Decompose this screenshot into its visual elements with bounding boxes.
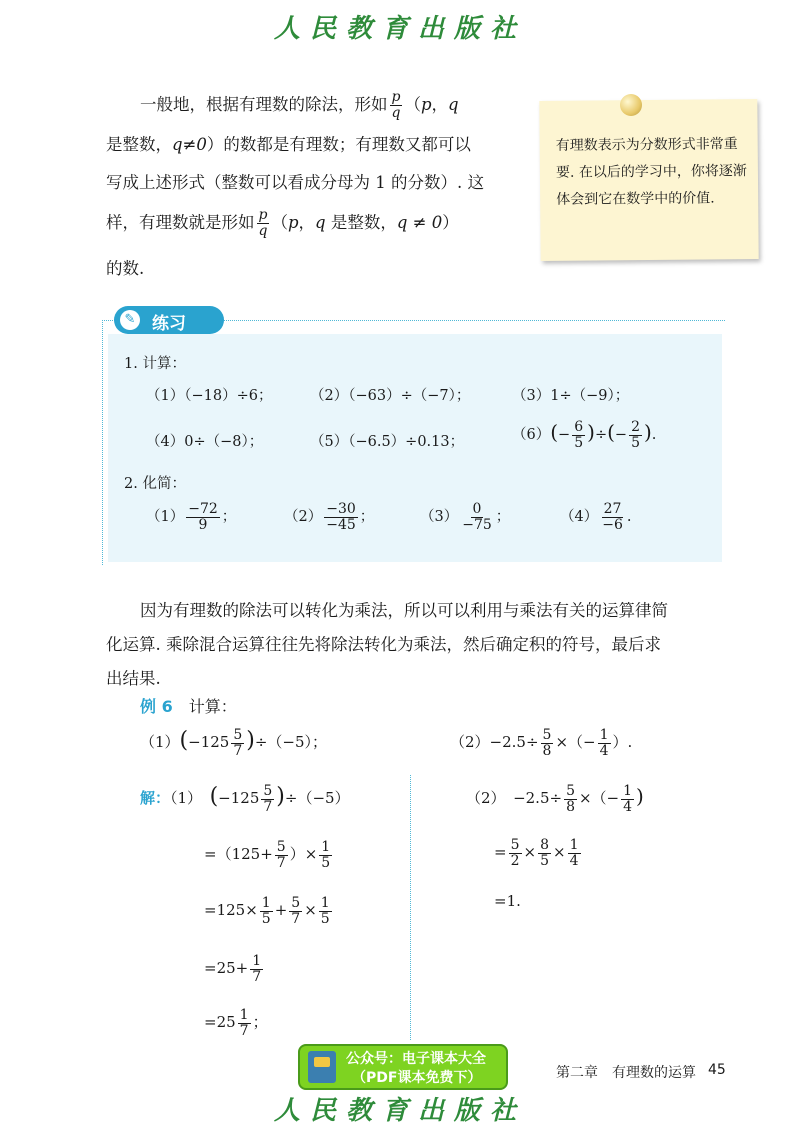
practice-q1-item-6: （6）(− $\frac{6}{5}$ )÷(− $\frac{2}{5}$ ). xyxy=(512,419,657,451)
numerator: p xyxy=(258,207,268,224)
expr-tail: ÷（−5）； xyxy=(254,733,328,752)
intro-text: 一般地，根据有理数的除法，形如 xyxy=(140,95,388,114)
practice-q2-title: 2. 化简： xyxy=(124,476,186,492)
item-label: （3） xyxy=(420,509,459,526)
fraction xyxy=(629,420,642,450)
example-title: 计算： xyxy=(188,697,237,716)
expr-mid: ×（− xyxy=(555,733,596,752)
intro-line-5: 的数. xyxy=(106,259,145,278)
intro-text: 是整数， xyxy=(325,213,397,232)
numerator: 8 xyxy=(540,837,549,853)
solution-1-line-4 xyxy=(204,954,265,984)
publisher-footer: 人民教育出版社 xyxy=(273,1096,526,1126)
var-q: q xyxy=(315,213,326,232)
numerator: 2 xyxy=(631,419,640,435)
fraction xyxy=(564,784,577,814)
practice-q1-title: 1. 计算： xyxy=(124,356,186,372)
denominator: 7 xyxy=(252,968,262,985)
solution-label: 解： xyxy=(140,789,171,808)
expr-part: ）× xyxy=(289,845,318,864)
intro-line-4 xyxy=(106,204,526,242)
intro-line-3: 写成上述形式（整数可以看成分母为 1 的分数）. 这 xyxy=(106,173,484,192)
fraction xyxy=(509,838,522,868)
side-note xyxy=(539,99,758,261)
denominator: −6 xyxy=(602,516,623,533)
fraction xyxy=(541,728,554,758)
intro-text: ）的数都是有理数；有理数又都可以 xyxy=(206,135,471,154)
practice-q1-item: （4）0÷（−8）； xyxy=(146,434,264,450)
numerator: 5 xyxy=(542,727,552,743)
var-q: q xyxy=(448,95,459,114)
fraction xyxy=(275,840,288,870)
practice-q1-item: （1）（−18）÷6； xyxy=(146,388,273,404)
expr-part: = xyxy=(494,843,507,862)
item-label: （1） xyxy=(170,789,195,808)
intro-text: 样，有理数就是形如 xyxy=(106,213,255,232)
intro-condition: q≠0 xyxy=(172,135,207,154)
solution-2-line-1: （2） −2.5÷ $\frac{5}{8}$ ×（− $\frac{1}{4}$ ) xyxy=(466,783,644,815)
solution-divider xyxy=(410,775,411,1040)
numerator: 1 xyxy=(320,895,330,911)
expr-tail: ）. xyxy=(612,733,633,752)
practice-q2-item xyxy=(284,502,374,532)
item-label: （4） xyxy=(560,509,599,526)
fraction xyxy=(319,896,332,926)
mixed-whole: −125 xyxy=(218,789,260,808)
intro-condition: q ≠ 0 xyxy=(396,213,443,232)
numerator: 1 xyxy=(599,727,609,743)
intro-text: ， xyxy=(298,213,316,232)
fraction xyxy=(289,896,302,926)
denominator: 5 xyxy=(631,434,640,451)
item-end: ； xyxy=(495,509,511,526)
fraction-p-over-q xyxy=(257,208,270,238)
denominator: 4 xyxy=(569,852,579,869)
side-note-text: 有理数表示为分数形式非常重要. 在以后的学习中，你将逐渐体会到它在数学中的价值. xyxy=(555,136,747,208)
denominator: 7 xyxy=(233,742,243,759)
numerator: 1 xyxy=(252,953,262,969)
denominator: 7 xyxy=(263,798,273,815)
denominator: 5 xyxy=(320,910,330,927)
expr-part: =（125+ xyxy=(204,845,273,864)
solution-1-line-5 xyxy=(204,1008,268,1038)
page-number: 45 xyxy=(708,1062,726,1078)
fraction xyxy=(572,420,585,450)
intro-text: 是整数， xyxy=(106,135,172,154)
denominator: 5 xyxy=(321,854,331,871)
fraction xyxy=(538,838,551,868)
item-label: （2） xyxy=(450,733,490,752)
denominator: 7 xyxy=(276,854,286,871)
denominator: −45 xyxy=(326,516,356,533)
intro-line-1 xyxy=(140,86,520,124)
numerator: 1 xyxy=(569,837,579,853)
numerator: 1 xyxy=(239,1007,249,1023)
expr-part: × xyxy=(304,901,317,920)
intro-text: （ xyxy=(271,213,288,232)
expr-part: =25 xyxy=(204,1013,236,1032)
expr-tail: ÷（−5） xyxy=(284,789,350,808)
example-label: 例 6 xyxy=(140,697,173,716)
denominator: 5 xyxy=(261,910,271,927)
watermark-badge xyxy=(298,1044,508,1090)
denominator: −75 xyxy=(462,516,492,533)
fraction xyxy=(186,502,220,532)
solution-1-line-1: 解：（1） (−125 $\frac{5}{7}$ )÷（−5） xyxy=(140,783,350,815)
var-p: p xyxy=(287,213,299,232)
practice-label: 练习 xyxy=(152,314,186,334)
denominator: q xyxy=(258,223,268,239)
numerator: p xyxy=(391,89,401,106)
denominator: 7 xyxy=(291,910,301,927)
numerator: 6 xyxy=(574,419,584,435)
numerator: 5 xyxy=(291,895,301,911)
item-label: （6） xyxy=(512,427,551,444)
fraction xyxy=(460,502,494,532)
body-line-3: 出结果. xyxy=(106,669,161,688)
item-end: ； xyxy=(221,509,237,526)
mixed-whole: −125 xyxy=(188,733,230,752)
practice-badge xyxy=(114,306,224,334)
intro-text: ） xyxy=(442,213,459,232)
fraction xyxy=(261,784,274,814)
chapter-title: 第二章 有理数的运算 xyxy=(556,1065,696,1081)
intro-text: （ xyxy=(404,95,421,114)
denominator: 8 xyxy=(542,742,552,759)
example-part-2 xyxy=(450,728,632,758)
numerator: 27 xyxy=(603,501,622,517)
fraction xyxy=(260,896,273,926)
example-part-1: （1）(−125 $\frac{5}{7}$ )÷（−5）； xyxy=(140,727,328,759)
solution-1-line-3 xyxy=(204,896,334,926)
denominator: 9 xyxy=(198,516,208,533)
numerator: 5 xyxy=(233,727,243,743)
practice-q1-item: （5）（−6.5）÷0.13； xyxy=(310,434,465,450)
denominator: 4 xyxy=(599,742,609,759)
expr-part: =125× xyxy=(204,901,258,920)
numerator: 1 xyxy=(321,839,331,855)
solution-1-line-2 xyxy=(204,840,334,870)
body-line-1: 因为有理数的除法可以转化为乘法，所以可以利用与乘法有关的运算律简 xyxy=(140,601,668,620)
expr-mid: ×（− xyxy=(578,789,620,808)
item-label: （2） xyxy=(466,789,499,808)
expr-part: × xyxy=(523,843,537,862)
publisher-header: 人民教育出版社 xyxy=(273,14,526,44)
item-label: （1） xyxy=(146,509,185,526)
var-p: p xyxy=(420,95,432,114)
book-icon xyxy=(308,1051,336,1083)
practice-q2-item xyxy=(560,502,631,532)
fraction xyxy=(568,838,581,868)
numerator: −72 xyxy=(188,501,218,517)
fraction xyxy=(598,728,611,758)
item-label: （1） xyxy=(140,733,180,752)
fraction xyxy=(319,840,332,870)
practice-q1-item: （2）（−63）÷（−7）； xyxy=(310,388,471,404)
denominator: 7 xyxy=(239,1022,249,1039)
numerator: 1 xyxy=(261,895,271,911)
practice-q2-item xyxy=(420,502,510,532)
expr-head: −2.5÷ xyxy=(489,733,539,752)
numerator: 1 xyxy=(623,783,633,799)
fraction xyxy=(250,954,263,984)
expr-part: × xyxy=(553,843,566,862)
intro-line-2 xyxy=(106,126,526,164)
denominator: 5 xyxy=(540,852,549,869)
item-label: （2） xyxy=(284,509,323,526)
numerator: 5 xyxy=(510,837,520,853)
numerator: −30 xyxy=(326,501,356,517)
numerator: 5 xyxy=(263,783,273,799)
denominator: q xyxy=(391,105,401,121)
item-end: . xyxy=(626,509,632,526)
expr-head: −2.5÷ xyxy=(513,789,563,808)
practice-q2-item xyxy=(146,502,236,532)
denominator: 5 xyxy=(574,434,584,451)
expr-part: =25+ xyxy=(204,959,249,978)
fraction xyxy=(324,502,358,532)
body-line-2: 化运算. 乘除混合运算往往先将除法转化为乘法，然后确定积的符号，最后求 xyxy=(106,635,661,654)
fraction xyxy=(238,1008,251,1038)
fraction xyxy=(621,784,634,814)
fraction-p-over-q xyxy=(390,90,403,120)
numerator: 0 xyxy=(472,501,482,517)
intro-text: ， xyxy=(431,95,449,114)
fraction xyxy=(231,728,244,758)
numerator: 5 xyxy=(276,839,286,855)
solution-2-line-3: =1. xyxy=(494,892,521,910)
numerator: 5 xyxy=(566,783,575,799)
practice-q1-item: （3）1÷（−9）； xyxy=(512,388,630,404)
expr-part: ； xyxy=(252,1013,268,1032)
pencil-icon: ✎ xyxy=(120,310,140,330)
item-end: ； xyxy=(359,509,375,526)
solution-2-line-2 xyxy=(494,838,583,868)
denominator: 2 xyxy=(510,852,520,869)
denominator: 4 xyxy=(623,798,633,815)
expr-part: + xyxy=(274,901,288,920)
denominator: 8 xyxy=(566,798,575,815)
watermark-line-1: 公众号：电子课本大全 xyxy=(346,1051,486,1067)
watermark-line-2: （PDF课本免费下） xyxy=(352,1070,482,1086)
fraction xyxy=(600,502,625,532)
pin-icon xyxy=(620,94,642,116)
example-heading xyxy=(140,694,237,717)
